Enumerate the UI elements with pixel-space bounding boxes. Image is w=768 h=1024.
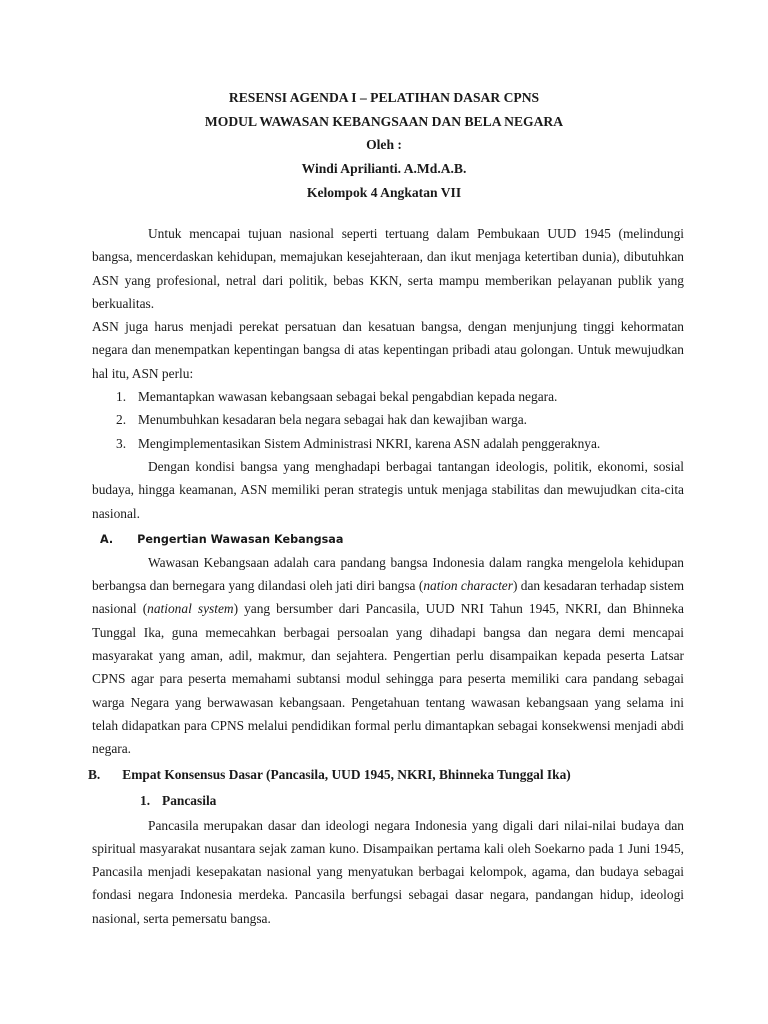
intro-paragraph-3: Dengan kondisi bangsa yang menghadapi berbagai tantangan ideologis, politik, ekonomi, sosial budaya, hingga keamanan, ASN memiliki peran strategis untuk menjaga stabilitas dan mewujudkan cita-cita nasional. — [92, 458, 684, 521]
section-a-heading — [72, 528, 684, 551]
document-subtitle: MODUL WAWASAN KEBANGSAAN DAN BELA NEGARA — [204, 113, 564, 129]
section-a-number: A. — [100, 532, 114, 546]
author-label: Oleh : — [366, 137, 402, 153]
author-group: Kelompok 4 Angkatan VII — [306, 184, 462, 200]
section-b-number: B. — [88, 766, 101, 782]
intro-paragraph-2: ASN juga harus menjadi perekat persatuan dan kesatuan bangsa, dengan menjunjung tinggi kehormatan negara dan menempatkan kepentingan bangsa di atas kepentingan pribadi atau golongan. Untuk mewujudkan hal itu, ASN perlu: — [92, 319, 684, 381]
subsection-title: Pancasila — [162, 792, 217, 808]
list-item — [92, 408, 684, 431]
document-header — [0, 86, 768, 205]
document-body — [88, 222, 684, 930]
subsection-pancasila-heading — [140, 788, 684, 814]
text-run: ) yang bersumber dari Pancasila, UUD NRI Tahun 1945, NKRI, dan Bhinneka Tunggal Ika, guna memecahkan berbagai persoalan yang dihadapi bangsa dan negara demi mencapai masyarakat yang aman, adil, makmur, dan sejahtera. Pengertian perlu disampaikan kepada peserta Latsar CPNS agar para peserta memahami subtansi modul sehingga para peserta memiliki cara pandang sebagai warga Negara yang berwawasan kebangsaan. Pengetahuan tentang wawasan kebangsaan yang selama ini telah didapatkan para CPNS melalui pendidikan formal perlu dimantapkan sebagai konsekwensi menjadi abdi negara. — [92, 601, 684, 757]
list-item — [92, 385, 684, 408]
document-title: RESENSI AGENDA I – PELATIHAN DASAR CPNS — [228, 90, 540, 105]
pancasila-paragraph: Pancasila merupakan dasar dan ideologi negara Indonesia yang digali dari nilai-nilai budaya dan spiritual masyarakat nusantara sejak zaman kuno. Disampaikan pertama kali oleh Soekarno pada 1 Juni 1945, Pancasila menjadi kesepakatan nasional yang menyatukan berbagai kelompok, agama, dan budaya sebagai fondasi negara Indonesia merdeka. Pancasila berfungsi sebagai dasar negara, pandangan hidup, ideologi nasional, serta pemersatu bangsa. — [92, 817, 684, 926]
section-a-title: Pengertian Wawasan Kebangsaa — [137, 532, 344, 546]
italic-term: national system — [147, 601, 234, 617]
list-item — [92, 432, 684, 455]
italic-term: nation character — [423, 578, 513, 594]
list-text: Memantapkan wawasan kebangsaan sebagai bekal pengabdian kepada negara. — [138, 389, 558, 405]
section-a-paragraph — [92, 551, 684, 761]
list-text: Mengimplementasikan Sistem Administrasi NKRI, karena ASN adalah penggeraknya. — [138, 435, 601, 451]
subsection-number: 1. — [140, 792, 151, 808]
section-b-title: Empat Konsensus Dasar (Pancasila, UUD 1945, NKRI, Bhinneka Tunggal Ika) — [122, 766, 571, 782]
text-run: Wawasan Kebangsaan adalah cara pandang bangsa Indonesia dalam rangka mengelola kehidupan berbangsa dan bernegara yang dilandasi oleh jati diri bangsa ( — [92, 554, 684, 594]
list-number: 3. — [116, 435, 127, 451]
section-b-heading — [88, 762, 684, 788]
list-text: Menumbuhkan kesadaran bela negara sebagai hak dan kewajiban warga. — [138, 412, 528, 428]
list-number: 2. — [116, 412, 127, 428]
author-name: Windi Aprilianti. A.Md.A.B. — [301, 161, 467, 177]
list-number: 1. — [116, 389, 127, 405]
asn-needs-list — [92, 385, 684, 455]
intro-paragraph-1: Untuk mencapai tujuan nasional seperti tertuang dalam Pembukaan UUD 1945 (melindungi bangsa, mencerdaskan kehidupan, memajukan kesejahteraan, dan ikut menjaga ketertiban dunia), dibutuhkan ASN yang profesional, netral dari politik, bebas KKN, serta mampu memberikan pelayanan publik yang berkualitas. — [92, 226, 684, 311]
text-run: ) dan kesadaran terhadap sistem nasional ( — [92, 578, 684, 617]
